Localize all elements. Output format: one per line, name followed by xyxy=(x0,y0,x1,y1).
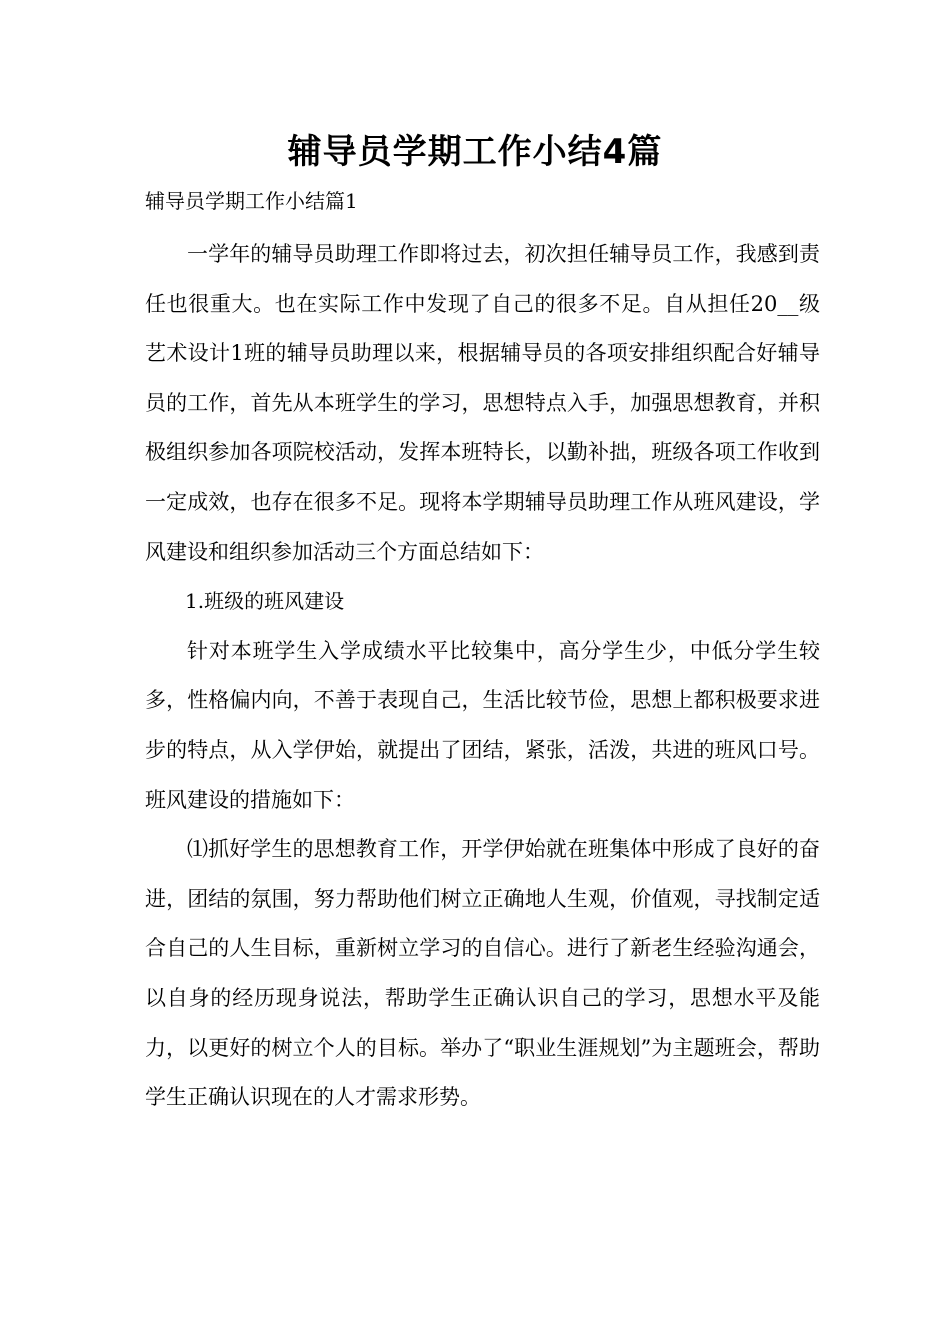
document-body xyxy=(145,230,820,1123)
paragraph-intro: 一学年的辅导员助理工作即将过去，初次担任辅导员工作，我感到责任也很重大。也在实际工作中发现了自己的很多不足。自从担任20__级艺术设计1班的辅导员助理以来，根据辅导员的各项安排组织配合好辅导员的工作，首先从本班学生的学习，思想特点入手，加强思想教育，并积极组织参加各项院校活动，发挥本班特长，以勤补拙，班级各项工作收到一定成效，也存在很多不足。现将本学期辅导员助理工作从班风建设，学风建设和组织参加活动三个方面总结如下： xyxy=(145,242,820,564)
paragraph-measure-1: ⑴抓好学生的思想教育工作，开学伊始就在班集体中形成了良好的奋进，团结的氛围，努力帮助他们树立正确地人生观，价值观，寻找制定适合自己的人生目标，重新树立学习的自信心。进行了新老生经验沟通会，以自身的经历现身说法，帮助学生正确认识自己的学习，思想水平及能力，以更好的树立个人的目标。举办了“职业生涯规划”为主题班会，帮助学生正确认识现在的人才需求形势。 xyxy=(145,837,820,1110)
document-subtitle: 辅导员学期工作小结篇1 xyxy=(145,189,358,213)
paragraph-class-traits: 针对本班学生入学成绩水平比较集中，高分学生少，中低分学生较多，性格偏内向，不善于表现自己，生活比较节俭，思想上都积极要求进步的特点，从入学伊始，就提出了团结，紧张，活泼，共进的班风口号。班风建设的措施如下： xyxy=(145,638,820,812)
document-title: 辅导员学期工作小结4篇 xyxy=(287,132,663,172)
section-heading: 1.班级的班风建设 xyxy=(185,589,345,614)
